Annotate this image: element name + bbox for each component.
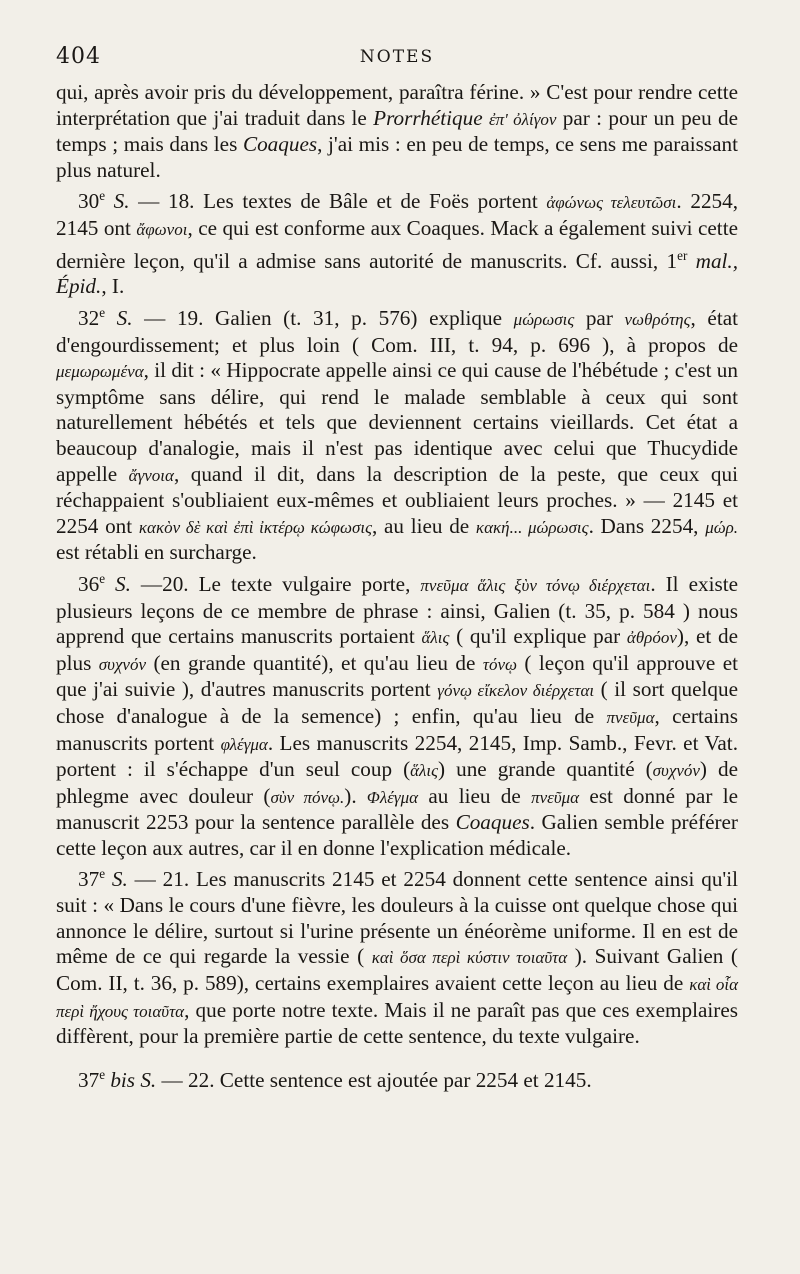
- text-run: par : pour un peu de temps ; mais dans les: [56, 105, 738, 157]
- text-run: ( leçon qu'il approuve et que j'ai suivie ), d'autres manuscrits portent: [56, 650, 738, 702]
- greek-text: γόνῳ εἴκελον διέρχεται: [437, 681, 595, 701]
- text-run: ) de phlegme avec douleur (: [56, 757, 738, 808]
- italic-text: S.: [116, 305, 133, 330]
- text-run: par: [574, 305, 625, 330]
- superscript: e: [99, 304, 106, 320]
- text-run: ( il sort quelque chose d'analogue à de la semence) ; enfin, qu'au lieu de: [56, 677, 739, 728]
- paragraph-p4: [56, 566, 738, 862]
- greek-text: καὶ οἷα περὶ ἤχους τοιαῦτα: [56, 974, 739, 1021]
- text-body: [56, 80, 738, 1093]
- superscript: er: [677, 247, 688, 263]
- text-run: 30: [78, 189, 100, 214]
- text-run: (en grande quantité), et qu'au lieu de: [146, 650, 483, 675]
- text-run: , quand il dit, dans la description de la peste, que ceux qui réchappaient s'oubliaient eux-mêmes et oubliaient leurs proches. » — 2145 et 2254 ont: [56, 461, 738, 538]
- text-run: , j'ai mis : en peu de temps, ce sens me paraissant plus naturel.: [56, 132, 738, 182]
- text-run: ( qu'il explique par: [449, 624, 627, 649]
- italic-text: S.: [115, 571, 131, 596]
- text-run: ), et de plus: [56, 624, 738, 675]
- greek-text: καὶ ὅσα περὶ κύστιν τοιαῦτα: [371, 948, 568, 968]
- greek-text: ἅλις: [421, 628, 450, 648]
- greek-text: ἀθρόον: [626, 628, 677, 648]
- text-run: , au lieu de: [372, 513, 476, 538]
- text-run: qui, après avoir pris du développement, paraîtra férine. » C'est pour rendre cette interprétation que j'ai traduit dans le: [56, 80, 738, 130]
- italic-text: mal., Épid.: [56, 248, 739, 299]
- greek-text: Φλέγμα: [366, 787, 419, 807]
- text-run: . 2254, 2145 ont: [56, 189, 739, 241]
- running-title: NOTES: [359, 47, 435, 67]
- italic-text: Prorrhétique: [373, 105, 483, 130]
- greek-text: πνεῦμα ἅλις ξὺν τόνῳ διέρχεται: [420, 575, 651, 595]
- text-run: , certains manuscrits portent: [56, 703, 738, 755]
- text-run: 32: [78, 305, 100, 330]
- greek-text: πνεῦμα: [531, 787, 580, 807]
- greek-text: μεμωρωμένα: [56, 362, 144, 382]
- greek-text: ἅλις: [410, 761, 439, 781]
- italic-text: Coaques: [455, 810, 530, 835]
- greek-text: νωθρότης: [624, 309, 691, 329]
- paragraph-p5: [56, 861, 738, 1049]
- text-run: —20. Le texte vulgaire porte,: [130, 571, 421, 596]
- text-run: est rétabli en surcharge.: [56, 540, 257, 565]
- text-run: 37: [78, 867, 100, 892]
- greek-text: κακὸν δὲ καὶ ἐπὶ ἰκτέρῳ κώφωσις: [138, 517, 373, 537]
- text-run: , ce qui est conforme aux Coaques. Mack a également suivi cette dernière leçon, qu'il a admise sans autorité de manuscrits. Cf. aussi, 1: [56, 216, 738, 273]
- italic-text: bis S.: [110, 1067, 157, 1092]
- text-run: [105, 306, 117, 330]
- greek-text: ἐπ' ὀλίγον: [488, 109, 557, 129]
- superscript: e: [99, 570, 106, 586]
- text-run: — 21. Les manuscrits 2145 et 2254 donnent cette sentence ainsi qu'il suit : « Dans le cours d'une fièvre, les douleurs à la cuisse ont quelque chose qui annonce le délire, surtout si l'urine présente un énéorème uniforme. Il en est de même de ce qui regarde la vessie (: [56, 867, 739, 969]
- italic-text: S.: [113, 189, 130, 214]
- text-run: ).: [344, 783, 367, 808]
- text-run: — 19. Galien (t. 31, p. 576) explique: [132, 305, 514, 330]
- text-run: au lieu de: [418, 783, 532, 808]
- greek-text: πνεῦμα: [606, 707, 655, 727]
- text-run: est donné par le manuscrit 2253 pour la sentence parallèle des: [56, 783, 738, 835]
- greek-text: συχνόν: [98, 654, 147, 674]
- text-run: . Dans 2254,: [588, 513, 706, 538]
- text-run: , il dit : « Hippocrate appelle ainsi ce qui cause de l'hébétude ; c'est un symptôme sans délire, qui rend le malade semblable à ceux qui sont naturellement hébétés et tels que deviennent certains vieillards. Cet état a beaucoup d'analogie, mais il n'est pas identique avec celui que Thucydide appelle: [56, 358, 738, 486]
- greek-text: ἀφώνως τελευτῶσι: [546, 193, 677, 213]
- superscript: e: [99, 1066, 106, 1082]
- superscript: e: [99, 866, 106, 882]
- paragraph-p2: [56, 183, 738, 300]
- text-run: ) une grande quantité (: [438, 757, 653, 782]
- greek-text: σὺν πόνῳ.: [270, 787, 345, 807]
- text-run: [105, 868, 112, 892]
- text-run: [687, 249, 695, 273]
- text-run: ). Suivant Galien ( Com. II, t. 36, p. 589), certains exemplaires avaient cette leçon au lieu de: [56, 944, 738, 995]
- greek-text: συχνόν: [652, 761, 700, 781]
- italic-text: S.: [111, 867, 128, 892]
- text-run: [105, 572, 115, 596]
- text-run: , état d'engourdissement; et plus loin ( Com. III, t. 94, p. 696 ), à propos de: [56, 305, 738, 357]
- page-header: [56, 44, 738, 80]
- text-run: 37: [78, 1067, 100, 1092]
- paragraph-p3: [56, 300, 738, 566]
- greek-text: μώρωσις: [513, 309, 575, 329]
- text-run: . Galien semble préférer cette leçon aux autres, car il en donne l'explication médicale.: [56, 810, 738, 860]
- paragraph-p1: [56, 80, 738, 183]
- text-run: . Il existe plusieurs leçons de ce membre de phrase : ainsi, Galien (t. 35, p. 584 ) nous apprend que certains manuscrits portaient: [56, 571, 738, 649]
- greek-text: κακή... μώρωσις: [475, 517, 589, 537]
- text-run: . Les manuscrits 2254, 2145, Imp. Samb., Fevr. et Vat. portent : il s'échappe d'un seul coup (: [56, 730, 738, 782]
- greek-text: ἄγνοια: [128, 465, 174, 485]
- italic-text: Coaques: [242, 132, 318, 157]
- text-run: — 18. Les textes de Bâle et de Foës portent: [129, 189, 547, 214]
- text-run: , I.: [101, 274, 125, 299]
- paragraph-p6: [56, 1062, 738, 1094]
- greek-text: μώρ.: [705, 517, 738, 537]
- greek-text: ἄφωνοι: [136, 220, 188, 240]
- text-run: , que porte notre texte. Mais il ne paraît pas que ces exemplaires diffèrent, pour la première partie de cette sentence, du texte vulgaire.: [56, 997, 738, 1049]
- page-number: 404: [56, 44, 101, 69]
- text-run: [105, 189, 114, 213]
- text-run: — 22. Cette sentence est ajoutée par 2254 et 2145.: [156, 1067, 592, 1092]
- text-run: 36: [78, 571, 100, 596]
- greek-text: τόνῳ: [482, 654, 517, 674]
- superscript: e: [99, 188, 106, 204]
- greek-text: φλέγμα: [220, 734, 268, 754]
